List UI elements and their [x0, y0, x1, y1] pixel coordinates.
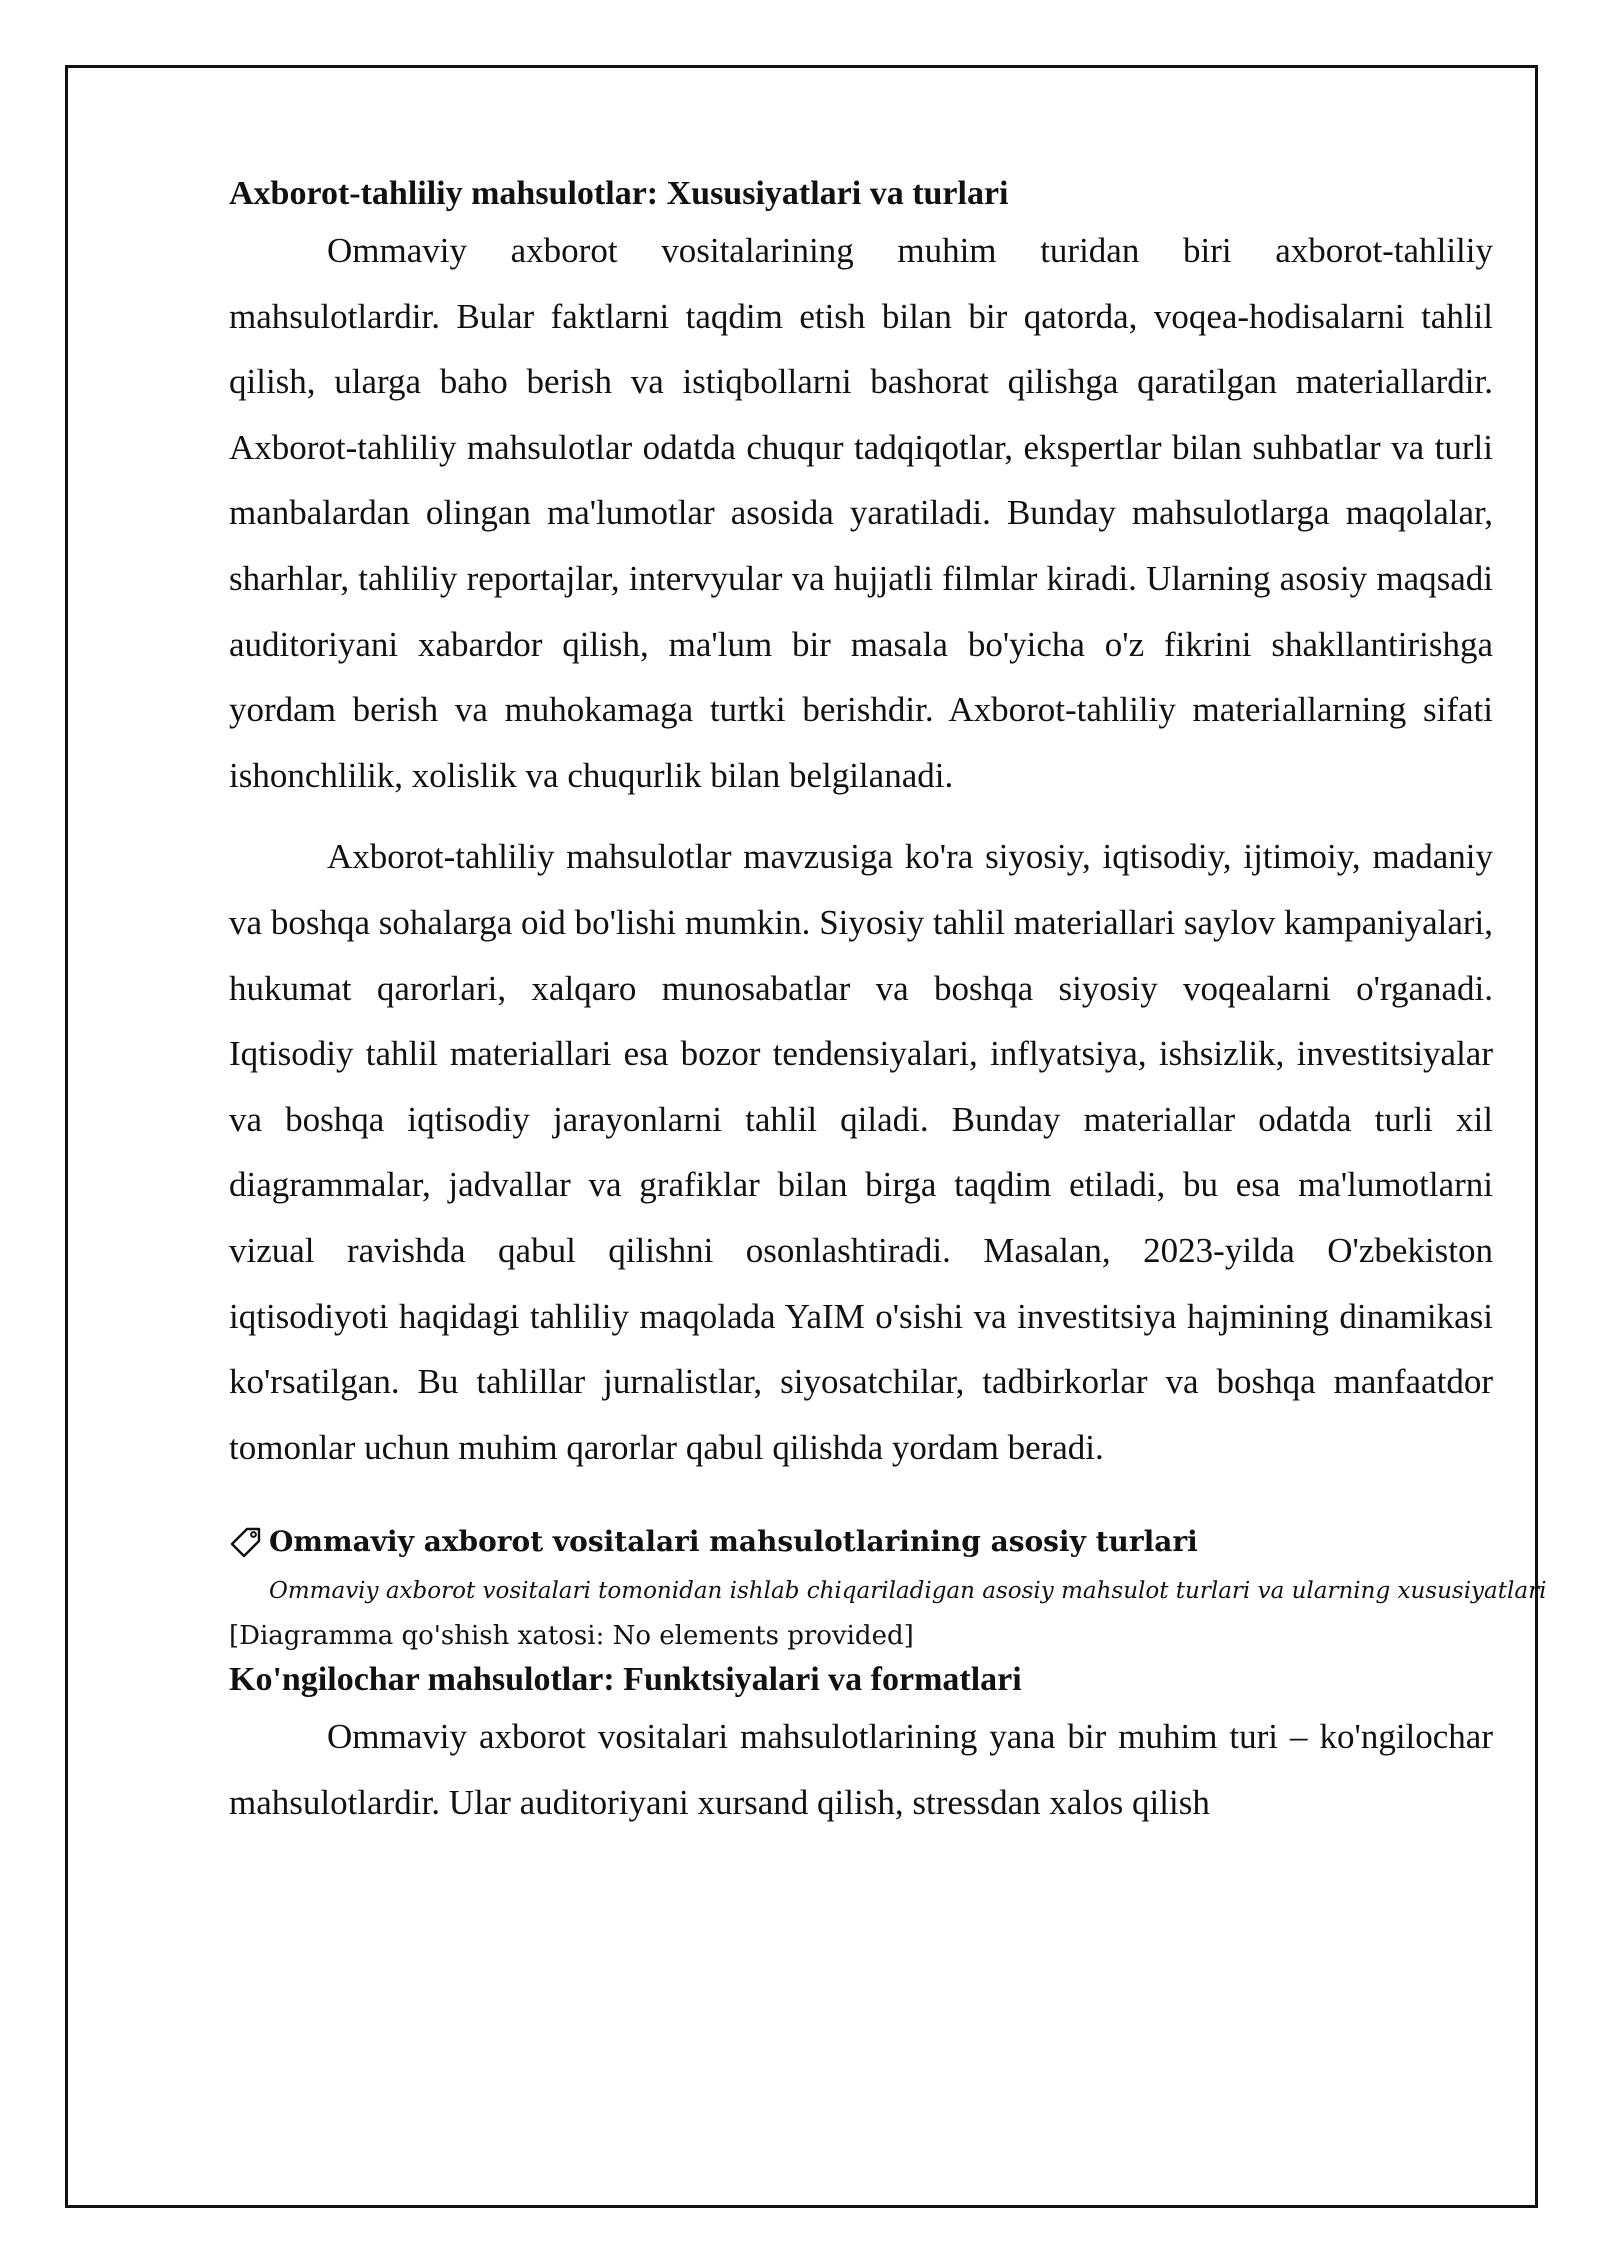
- diagram-placeholder: [229, 1520, 1547, 1656]
- diagram-subtitle: Ommaviy axborot vositalari tomonidan ishlab chiqariladigan asosiy mahsulot turlari va ularning xususiyatlari: [269, 1578, 1547, 1605]
- document-body: [229, 170, 1547, 1851]
- body-paragraph: Ommaviy axborot vositalari mahsulotlarining yana bir muhim turi – ko'ngilochar mahsulotlardir. Ular auditoriyani xursand qilish, stressdan xalos qilish: [229, 1717, 1493, 1822]
- section-heading: Axborot-tahliliy mahsulotlar: Xususiyatlari va turlari: [229, 175, 1009, 212]
- diagram-title-row: [229, 1520, 1493, 1564]
- diagram-title: Ommaviy axborot vositalari mahsulotlarining asosiy turlari: [269, 1525, 1198, 1559]
- tag-icon: [229, 1525, 263, 1559]
- section-heading: Ko'ngilochar mahsulotlar: Funktsiyalari va formatlari: [229, 1661, 1022, 1699]
- body-paragraph: Axborot-tahliliy mahsulotlar mavzusiga ko'ra siyosiy, iqtisodiy, ijtimoiy, madaniy va boshqa sohalarga oid bo'lishi mumkin. Siyosiy tahlil materiallari saylov kampaniyalari, hukumat qarorlari, xalqaro munosabatlar va boshqa siyosiy voqealarni o'rganadi. Iqtisodiy tahlil materiallari esa bozor tendensiyalari, inflyatsiya, ishsizlik, investitsiyalar va boshqa iqtisodiy jarayonlarni tahlil qiladi. Bunday materiallar odatda turli xil diagrammalar, jadvallar va grafiklar bilan birga taqdim etiladi, bu esa ma'lumotlarni vizual ravishda qabul qilishni osonlashtiradi. Masalan, 2023-yilda O'zbekiston iqtisodiyoti haqidagi tahliliy maqolada YaIM o'sishi va investitsiya hajmining dinamikasi ko'rsatilgan. Bu tahlillar jurnalistlar, siyosatchilar, tadbirkorlar va boshqa manfaatdor tomonlar uchun muhim qarorlar qabul qilishda yordam beradi.: [229, 837, 1493, 1467]
- diagram-error-message: [Diagramma qo'shish xatosi: No elements provided]: [229, 1621, 914, 1652]
- body-paragraph: Ommaviy axborot vositalarining muhim turidan biri axborot-tahliliy mahsulotlardir. Bular faktlarni taqdim etish bilan bir qatorda, voqea-hodisalarni tahlil qilish, ularga baho berish va istiqbollarni bashorat qilishga qaratilgan materiallardir. Axborot-tahliliy mahsulotlar odatda chuqur tadqiqotlar, ekspertlar bilan suhbatlar va turli manbalardan olingan ma'lumotlar asosida yaratiladi. Bunday mahsulotlarga maqolalar, sharhlar, tahliliy reportajlar, intervyular va hujjatli filmlar kiradi. Ularning asosiy maqsadi auditoriyani xabardor qilish, ma'lum bir masala bo'yicha o'z fikrini shakllantirishga yordam berish va muhokamaga turtki berishdir. Axborot-tahliliy materiallarning sifati ishonchlilik, xolislik va chuqurlik bilan belgilanadi.: [229, 231, 1493, 795]
